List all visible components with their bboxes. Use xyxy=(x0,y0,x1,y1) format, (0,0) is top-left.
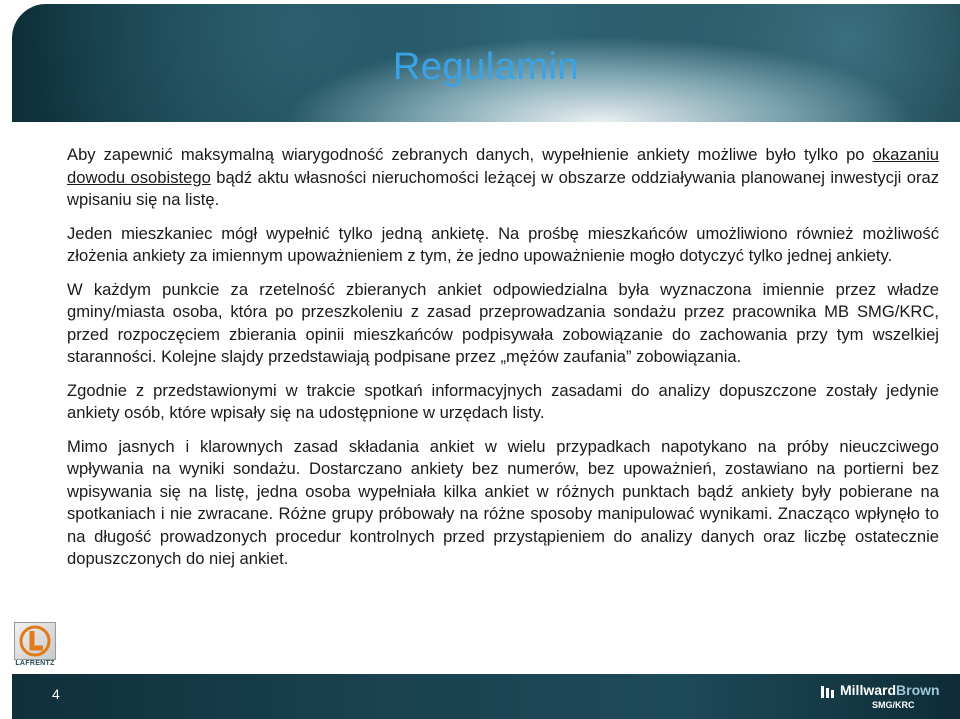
paragraph-one-survey: Jeden mieszkaniec mógł wypełnić tylko jedną ankietę. Na prośbę mieszkańców umożliwiono również możliwość złożenia ankiety za imiennym upoważnieniem z tym, że jedno upoważnienie mogło dotyczyć tylko jednej ankiety. xyxy=(67,223,939,265)
slide-header xyxy=(12,4,960,122)
slide-title: Regulamin xyxy=(392,46,580,88)
slide-footer xyxy=(12,674,960,719)
millward-brown-name: MillwardBrown xyxy=(840,682,940,698)
paragraph-responsibility: W każdym punkcie za rzetelność zbieranych ankiet odpowiedzialna była wyznaczona imiennie przez władze gminy/miasta osoba, która po przeszkoleniu z zasad przeprowadzania sondażu przez pracownika MB SMG/KRC, przed rozpoczęciem zbierania opinii mieszkańców podpisywała zobowiązanie do zachowania przy tym wszelkiej staranności. Kolejne slajdy przedstawiają podpisane przez „mężów zaufania” zobowiązania. xyxy=(67,279,939,366)
underlined-phrase: okazaniu dowodu osobistego xyxy=(67,145,939,187)
paragraph-manipulation: Mimo jasnych i klarownych zasad składania ankiet w wielu przypadkach napotykano na próby nieuczciwego wpływania na wyniki sondażu. Dostarczano ankiety bez numerów, bez upoważnień, zostawiano na portierni bez wpisywania się na listę, jedna osoba wypełniała kilka ankiet w różnych punktach bądź ankiety były pobierane na spotkaniach i nie zwracane. Różne grupy próbowały na różne sposoby manipulować wynikami. Znacząco wpłynęło to na długość prowadzonych procedur kontrolnych przed przystąpieniem do analizy danych oraz liczbę ostatecznie dopuszczonych do niej ankiet. xyxy=(67,436,939,568)
lafrentz-logo-label: LAFRENTZ xyxy=(15,660,55,667)
page-number: 4 xyxy=(52,686,60,702)
paragraph-id-requirement xyxy=(67,144,939,212)
millward-brown-mark-icon xyxy=(820,684,836,700)
paragraph-admission: Zgodnie z przedstawionymi w trakcie spotkań informacyjnych zasadami do analizy dopuszczone zostały jedynie ankiety osób, które wpisały się na udostępnione w urzędach listy. xyxy=(67,380,939,422)
lafrentz-logo-mark xyxy=(14,622,56,660)
slide-body xyxy=(67,144,939,571)
paragraph-text: bądź aktu własności nieruchomości leżącej w obszarze oddziaływania planowanej inwestycji oraz wpisaniu się na listę. xyxy=(67,167,940,209)
millward-brown-logo xyxy=(820,680,940,714)
millward-brown-sub: SMG/KRC xyxy=(872,700,915,710)
lafrentz-logo xyxy=(14,622,56,672)
paragraph-text: Aby zapewnić maksymalną wiarygodność zebranych danych, wypełnienie ankiety możliwe było tylko po xyxy=(67,145,873,164)
